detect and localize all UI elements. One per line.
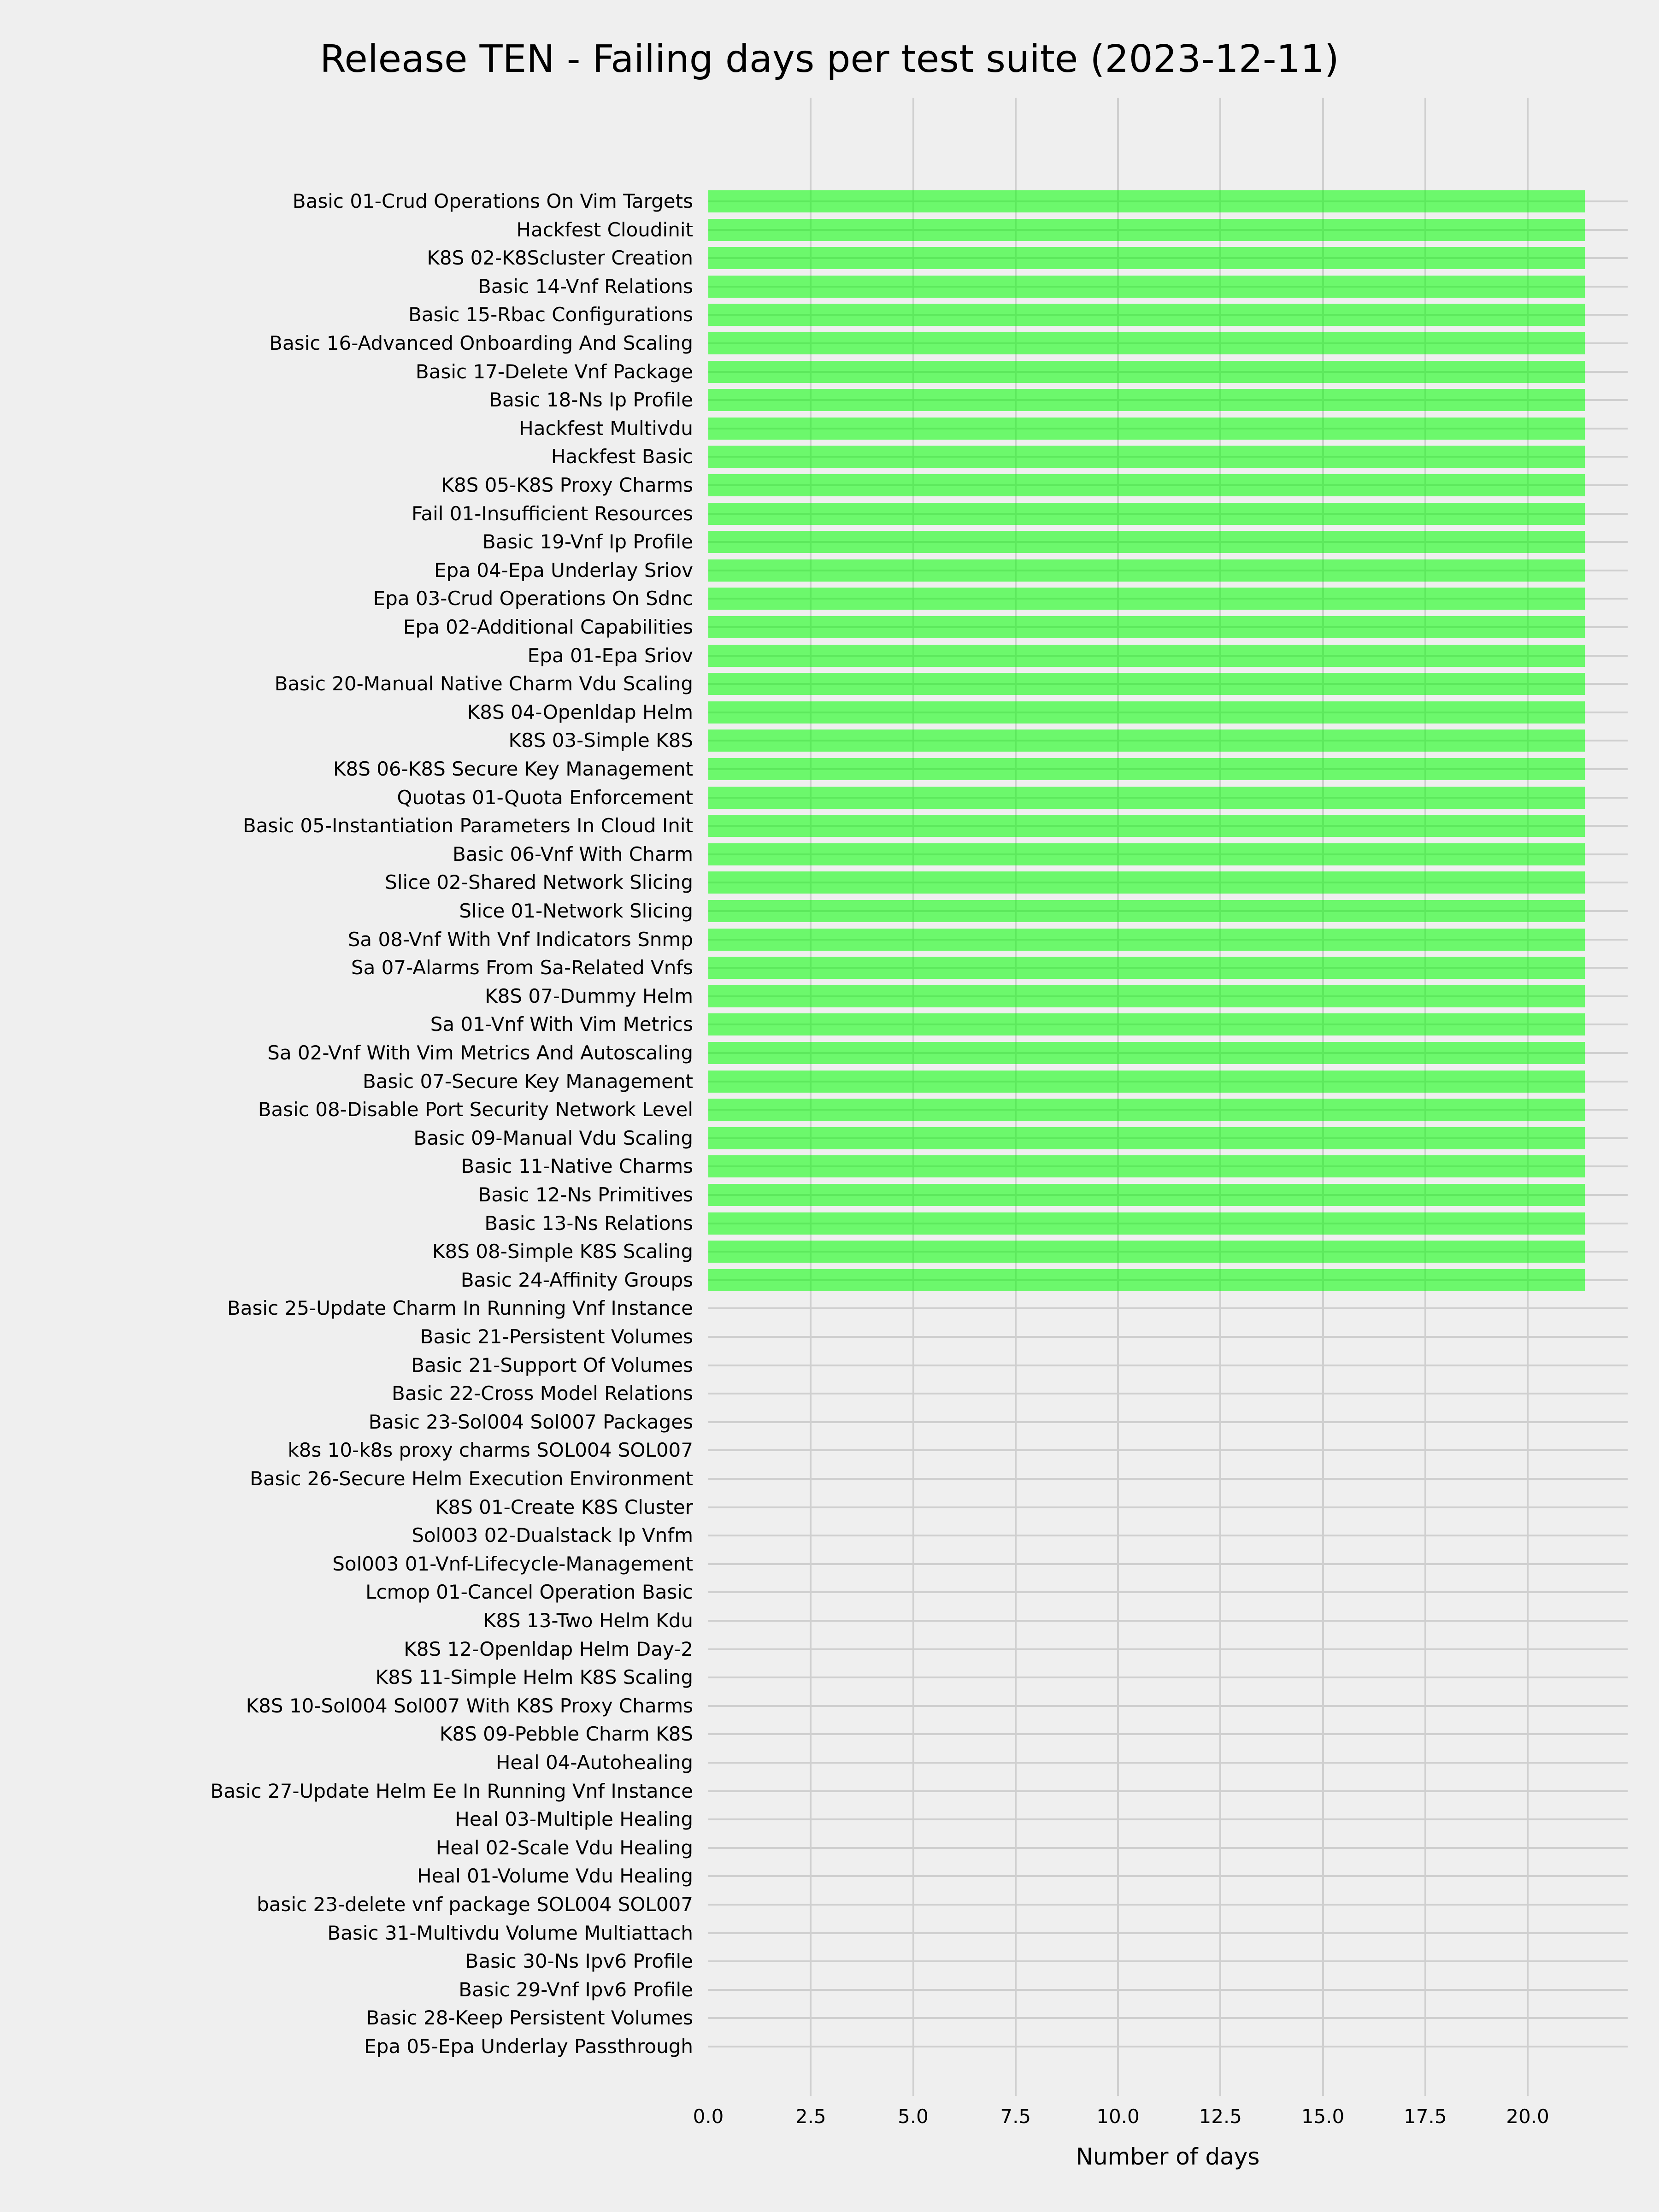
y-tick-label: K8S 06-K8S Secure Key Management	[333, 758, 693, 780]
y-tick-label: Slice 02-Shared Network Slicing	[385, 871, 693, 894]
bar	[708, 219, 1585, 241]
bar	[708, 531, 1585, 553]
h-gridline	[708, 1478, 1628, 1480]
chart-title: Release TEN - Failing days per test suite (2023-12-11)	[320, 37, 1339, 81]
y-tick-label: Basic 27-Update Helm Ee In Running Vnf Instance	[210, 1779, 693, 1802]
y-tick-label: K8S 03-Simple K8S	[508, 729, 693, 752]
bar	[708, 1013, 1585, 1035]
x-axis-title: Number of days	[1076, 2143, 1260, 2170]
bar	[708, 758, 1585, 780]
bar	[708, 645, 1585, 667]
bar	[708, 957, 1585, 979]
y-tick-label: Basic 21-Support Of Volumes	[411, 1353, 693, 1377]
x-tick-label: 5.0	[898, 2105, 929, 2128]
x-tick-label: 7.5	[1000, 2105, 1031, 2128]
y-tick-label: K8S 04-Openldap Helm	[467, 700, 693, 724]
y-tick-label: K8S 01-Create K8S Cluster	[435, 1495, 693, 1518]
bar	[708, 701, 1585, 724]
y-tick-label: Basic 29-Vnf Ipv6 Profile	[459, 1978, 693, 2001]
bar	[708, 729, 1585, 752]
y-tick-label: Basic 06-Vnf With Charm	[452, 842, 693, 865]
h-gridline	[708, 1989, 1628, 1991]
h-gridline	[708, 1506, 1628, 1508]
y-tick-label: Basic 21-Persistent Volumes	[420, 1325, 693, 1348]
y-tick-label: K8S 02-K8Scluster Creation	[427, 247, 693, 270]
y-tick-label: Basic 09-Manual Vdu Scaling	[413, 1126, 693, 1149]
bar	[708, 503, 1585, 525]
x-tick-label: 12.5	[1199, 2105, 1242, 2128]
y-tick-label: Basic 16-Advanced Onboarding And Scaling	[269, 332, 693, 354]
bar	[708, 389, 1585, 411]
y-tick-label: Basic 23-Sol004 Sol007 Packages	[368, 1410, 693, 1433]
y-tick-label: Basic 01-Crud Operations On Vim Targets	[292, 190, 693, 212]
bar	[708, 446, 1585, 468]
bar	[708, 616, 1585, 638]
x-tick-label: 17.5	[1403, 2105, 1447, 2128]
h-gridline	[708, 2046, 1628, 2047]
y-tick-label: Basic 31-Multivdu Volume Multiattach	[327, 1921, 693, 1944]
y-tick-label: Basic 15-Rbac Configurations	[408, 303, 693, 326]
bar	[708, 276, 1585, 298]
bar	[708, 1099, 1585, 1121]
h-gridline	[708, 2017, 1628, 2019]
bar	[708, 190, 1585, 212]
y-tick-label: Basic 20-Manual Native Charm Vdu Scaling	[274, 672, 693, 695]
y-tick-label: K8S 05-K8S Proxy Charms	[441, 474, 693, 496]
bar	[708, 1155, 1585, 1177]
y-tick-label: Basic 22-Cross Model Relations	[392, 1382, 693, 1405]
y-tick-label: Sa 02-Vnf With Vim Metrics And Autoscaling	[267, 1041, 693, 1064]
x-axis-ticks	[693, 2103, 1628, 2130]
y-tick-label: Basic 13-Ns Relations	[484, 1212, 693, 1235]
y-tick-label: Basic 08-Disable Port Security Network Level	[258, 1098, 693, 1121]
h-gridline	[708, 1847, 1628, 1849]
bar	[708, 332, 1585, 354]
bar	[708, 1071, 1585, 1093]
bar	[708, 787, 1585, 809]
bar	[708, 673, 1585, 695]
bar	[708, 900, 1585, 922]
bar	[708, 871, 1585, 894]
bar	[708, 1127, 1585, 1149]
bar	[708, 1269, 1585, 1291]
y-tick-label: Basic 26-Secure Helm Execution Environment	[250, 1467, 693, 1490]
y-tick-label: K8S 09-Pebble Charm K8S	[439, 1723, 693, 1746]
y-tick-label: Basic 30-Ns Ipv6 Profile	[465, 1950, 693, 1973]
x-tick-label: 20.0	[1506, 2105, 1549, 2128]
y-tick-label: Basic 11-Native Charms	[461, 1155, 693, 1178]
h-gridline	[708, 1307, 1628, 1309]
h-gridline	[708, 1790, 1628, 1792]
h-gridline	[708, 1365, 1628, 1366]
y-tick-label: Epa 04-Epa Underlay Sriov	[434, 559, 693, 582]
h-gridline	[708, 1393, 1628, 1394]
y-tick-label: Sa 01-Vnf With Vim Metrics	[430, 1013, 693, 1036]
y-tick-label: Quotas 01-Quota Enforcement	[397, 786, 693, 809]
y-tick-label: K8S 08-Simple K8S Scaling	[432, 1240, 693, 1263]
h-gridline	[708, 1762, 1628, 1764]
y-tick-label: Basic 18-Ns Ip Profile	[489, 388, 693, 412]
bar	[708, 1184, 1585, 1206]
y-tick-label: Fail 01-Insufficient Resources	[412, 502, 693, 525]
plot-area	[708, 98, 1628, 2096]
x-tick-label: 0.0	[693, 2105, 724, 2128]
y-tick-label: Basic 25-Update Charm In Running Vnf Instance	[227, 1297, 693, 1320]
h-gridline	[708, 1591, 1628, 1593]
x-tick-label: 15.0	[1301, 2105, 1345, 2128]
y-tick-label: Basic 07-Secure Key Management	[362, 1070, 693, 1093]
y-tick-label: Slice 01-Network Slicing	[459, 900, 693, 922]
h-gridline	[708, 1535, 1628, 1536]
bar	[708, 247, 1585, 269]
h-gridline	[708, 1875, 1628, 1877]
y-tick-label: Basic 17-Delete Vnf Package	[415, 360, 693, 383]
bar	[708, 559, 1585, 582]
y-tick-label: Hackfest Multivdu	[519, 417, 693, 440]
bar	[708, 588, 1585, 610]
bar	[708, 418, 1585, 440]
y-tick-label: Sol003 01-Vnf-Lifecycle-Management	[332, 1552, 693, 1575]
x-tick-label: 10.0	[1096, 2105, 1140, 2128]
y-tick-label: Epa 05-Epa Underlay Passthrough	[364, 2035, 693, 2058]
y-tick-label: Basic 28-Keep Persistent Volumes	[366, 2006, 693, 2030]
h-gridline	[708, 1818, 1628, 1820]
bar	[708, 361, 1585, 383]
y-tick-label: K8S 13-Two Helm Kdu	[483, 1609, 693, 1632]
y-tick-label: Basic 14-Vnf Relations	[477, 275, 693, 298]
y-tick-label: Basic 24-Affinity Groups	[460, 1268, 693, 1291]
y-tick-label: Heal 02-Scale Vdu Healing	[435, 1836, 693, 1859]
y-tick-label: basic 23-delete vnf package SOL004 SOL007	[257, 1893, 693, 1916]
h-gridline	[708, 1960, 1628, 1962]
y-tick-label: Heal 03-Multiple Healing	[455, 1808, 693, 1831]
h-gridline	[708, 1563, 1628, 1565]
bar	[708, 929, 1585, 951]
bar	[708, 1241, 1585, 1263]
bar	[708, 815, 1585, 837]
y-tick-label: Sa 08-Vnf With Vnf Indicators Snmp	[347, 928, 693, 951]
y-tick-label: Basic 05-Instantiation Parameters In Cloud Init	[242, 814, 693, 837]
y-tick-label: K8S 07-Dummy Helm	[485, 984, 693, 1007]
h-gridline	[708, 1421, 1628, 1423]
bar	[708, 1212, 1585, 1235]
h-gridline	[708, 1677, 1628, 1678]
y-tick-label: Heal 01-Volume Vdu Healing	[417, 1865, 693, 1888]
h-gridline	[708, 1648, 1628, 1650]
y-tick-label: Basic 19-Vnf Ip Profile	[482, 530, 693, 553]
y-tick-label: Sa 07-Alarms From Sa-Related Vnfs	[351, 956, 693, 979]
y-tick-label: Heal 04-Autohealing	[495, 1751, 693, 1774]
h-gridline	[708, 1449, 1628, 1451]
x-tick-label: 2.5	[795, 2105, 826, 2128]
y-tick-label: K8S 11-Simple Helm K8S Scaling	[375, 1666, 693, 1689]
y-tick-label: Basic 12-Ns Primitives	[478, 1183, 693, 1206]
y-tick-label: K8S 10-Sol004 Sol007 With K8S Proxy Charms	[246, 1694, 693, 1717]
y-tick-label: Epa 01-Epa Sriov	[527, 644, 693, 667]
h-gridline	[708, 1336, 1628, 1338]
y-tick-label: Lcmop 01-Cancel Operation Basic	[365, 1581, 693, 1604]
y-tick-label: Hackfest Cloudinit	[516, 218, 693, 241]
bar	[708, 843, 1585, 865]
h-gridline	[708, 1705, 1628, 1707]
y-tick-label: Hackfest Basic	[551, 445, 693, 468]
h-gridline	[708, 1733, 1628, 1735]
h-gridline	[708, 1620, 1628, 1622]
h-gridline	[708, 1932, 1628, 1934]
bar	[708, 985, 1585, 1007]
h-gridline	[708, 1904, 1628, 1906]
bar	[708, 1042, 1585, 1064]
bar	[708, 304, 1585, 326]
y-tick-label: k8s 10-k8s proxy charms SOL004 SOL007	[288, 1439, 693, 1462]
bar	[708, 474, 1585, 496]
y-tick-label: Sol003 02-Dualstack Ip Vnfm	[412, 1524, 693, 1547]
y-tick-label: Epa 02-Additional Capabilities	[403, 616, 693, 638]
y-tick-label: Epa 03-Crud Operations On Sdnc	[373, 587, 693, 610]
y-tick-label: K8S 12-Openldap Helm Day-2	[404, 1637, 693, 1660]
